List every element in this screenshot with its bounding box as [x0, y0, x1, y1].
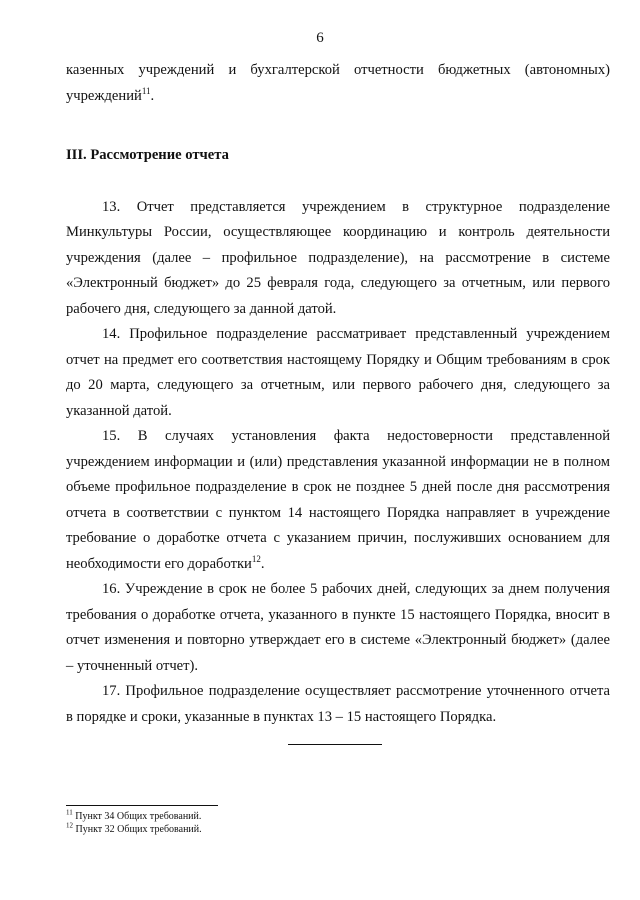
footnotes	[66, 810, 566, 836]
footnote-12	[66, 823, 566, 836]
end-of-text-rule	[288, 744, 382, 745]
paragraph-15-text: 15. В случаях установления факта недостоверности представленной учреждением информации и (или) представления указанной информации не в полном объеме профильное подразделение в срок не позднее 5 дней после дня рассмотрения отчета в соответствии с пунктом 14 настоящего Порядка направляет в учреждение требование о доработке отчета с указанием причин, послуживших основанием для необходимости его доработки	[66, 428, 610, 572]
footnote-text: Пункт 34 Общих требований.	[75, 811, 202, 822]
intro-text: казенных учреждений и бухгалтерской отчетности бюджетных (автономных) учреждений	[66, 62, 610, 104]
footnote-11	[66, 810, 566, 823]
document-body	[66, 58, 610, 730]
footnote-ref-11: 11	[141, 85, 151, 96]
footnote-ref-12: 12	[251, 553, 261, 564]
footnote-separator	[66, 805, 218, 806]
footnote-number: 11	[66, 808, 73, 817]
footnote-text: Пункт 32 Общих требований.	[75, 824, 202, 835]
paragraph-13: 13. Отчет представляется учреждением в структурное подразделение Минкультуры России, осуществляющее координацию и контроль деятельности учреждения (далее – профильное подразделение), на рассмотрение в системе «Электронный бюджет» до 25 февраля года, следующего за отчетным, или первого рабочего дня, следующего за данной датой.	[66, 198, 610, 317]
paragraph-17: 17. Профильное подразделение осуществляет рассмотрение уточненного отчета в порядке и сроки, указанные в пунктах 13 – 15 настоящего Порядка.	[66, 683, 610, 725]
footnote-number: 12	[66, 821, 73, 830]
paragraph-14: 14. Профильное подразделение рассматривает представленный учреждением отчет на предмет его соответствия настоящему Порядку и Общим требованиям в срок до 20 марта, следующего за отчетным, или первого рабочего дня, следующего за указанной датой.	[66, 326, 610, 419]
paragraph-15: 15. В случаях установления факта недостоверности представленной учреждением информации и (или) представления указанной информации не в полном объеме профильное подразделение в срок не позднее 5 дней после дня рассмотрения отчета в соответствии с пунктом 14 настоящего Порядка направляет в учреждение требование о доработке отчета с указанием причин, послуживших основанием для необходимости его доработки$^{12}$.	[66, 428, 610, 572]
page-number: 6	[316, 30, 324, 46]
section-heading: III. Рассмотрение отчета	[66, 147, 229, 163]
paragraph-16: 16. Учреждение в срок не более 5 рабочих дней, следующих за днем получения требования о доработке отчета, указанного в пункте 15 настоящего Порядка, вносит в отчет изменения и повторно утверждает его в системе «Электронный бюджет» (далее – уточненный отчет).	[66, 581, 610, 674]
intro-paragraph: казенных учреждений и бухгалтерской отчетности бюджетных (автономных) учреждений$^{11}$.	[66, 62, 610, 104]
